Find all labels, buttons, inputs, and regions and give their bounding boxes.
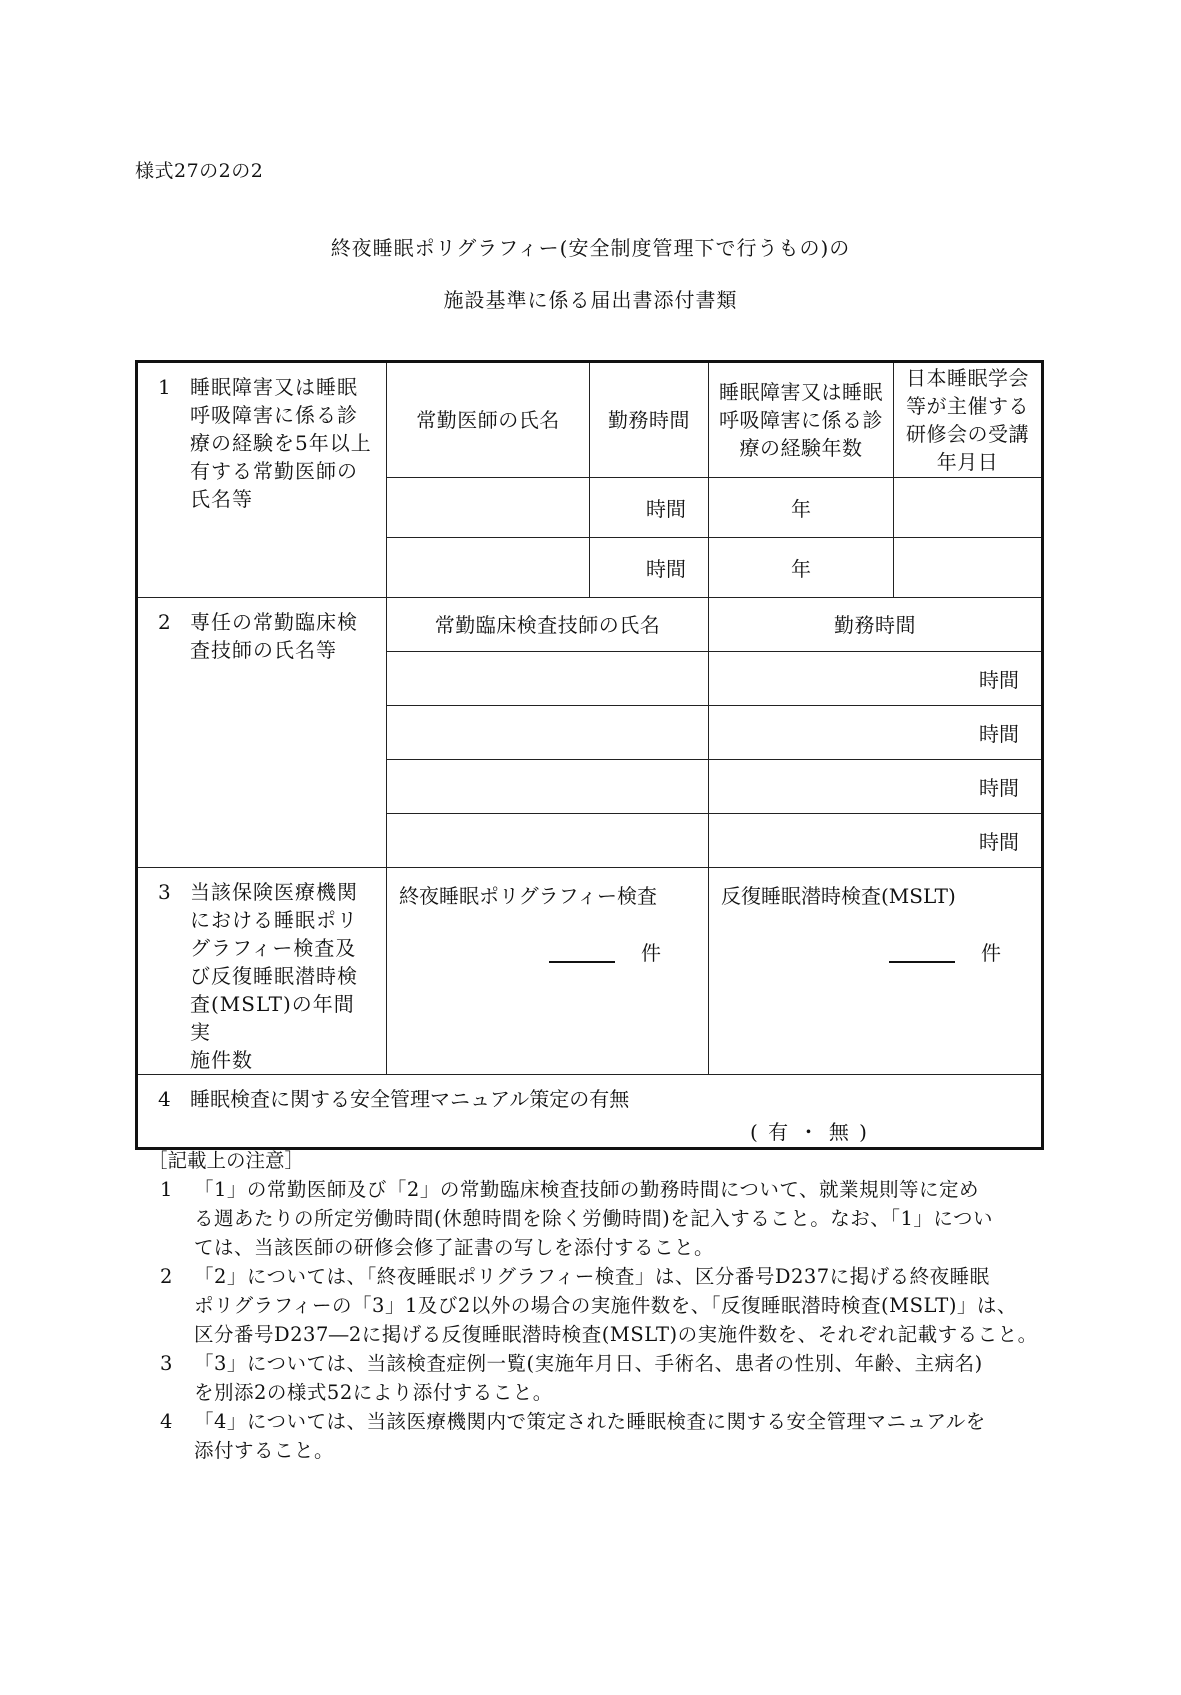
hours-unit: 時間	[646, 557, 686, 581]
application-table	[135, 360, 1044, 1150]
note-number: 4	[160, 1410, 173, 1433]
section4-cell	[137, 1075, 1043, 1149]
section4-number: 4	[158, 1087, 171, 1111]
section1-label	[137, 362, 387, 598]
header-training-date	[894, 362, 1043, 478]
physician-name-field[interactable]	[387, 538, 590, 598]
hours-unit: 時間	[979, 776, 1019, 800]
header-technician-name: 常勤臨床検査技師の氏名	[387, 598, 709, 652]
section3-label-line: における睡眠ポリ	[190, 908, 358, 932]
manual-yes-no-choice[interactable]: ( 有 ・ 無 )	[749, 1120, 869, 1144]
section1-label-line: 呼吸障害に係る診	[190, 403, 358, 427]
note-line: ては、当該医師の研修会修了証書の写しを添付すること。	[194, 1236, 715, 1259]
section3-label-line: び反復睡眠潜時検	[190, 964, 358, 988]
years-unit: 年	[791, 557, 811, 581]
note-number: 1	[160, 1178, 173, 1201]
note-number: 3	[160, 1352, 173, 1375]
physician-hours-field[interactable]	[590, 478, 709, 538]
note-item	[148, 1349, 1048, 1407]
note-item	[148, 1175, 1048, 1262]
section1-label-line: 療の経験を5年以上	[190, 431, 372, 455]
section1-label-line: 氏名等	[190, 487, 253, 511]
psg-count-cell	[387, 868, 709, 1075]
note-line: 「3」については、当該検査症例一覧(実施年月日、手術名、患者の性別、年齢、主病名)	[194, 1352, 983, 1375]
section2-number: 2	[158, 610, 172, 634]
hours-unit: 時間	[979, 668, 1019, 692]
header-experience-years	[709, 362, 894, 478]
hours-unit: 時間	[979, 722, 1019, 746]
psg-count-label: 終夜睡眠ポリグラフィー検査	[399, 884, 657, 908]
section1-label-line: 有する常勤医師の	[190, 459, 358, 483]
technician-hours-field[interactable]	[709, 760, 1043, 814]
mslt-count-cell	[709, 868, 1043, 1075]
section2-label-line: 査技師の氏名等	[190, 638, 337, 662]
note-line: 「1」の常勤医師及び「2」の常勤臨床検査技師の勤務時間について、就業規則等に定め	[194, 1178, 980, 1201]
notes-heading: ［記載上の注意］	[148, 1149, 305, 1172]
technician-name-field[interactable]	[387, 814, 709, 868]
note-line: ポリグラフィーの「3」1及び2以外の場合の実施件数を、「反復睡眠潜時検査(MSLT)」は、	[194, 1294, 1017, 1317]
section1-label-line: 睡眠障害又は睡眠	[190, 375, 358, 399]
note-line: 区分番号D237―2に掲げる反復睡眠潜時検査(MSLT)の実施件数を、それぞれ記載すること。	[194, 1323, 1038, 1346]
section3-label-line: グラフィー検査及	[190, 936, 357, 960]
physician-years-field[interactable]	[709, 478, 894, 538]
note-line: 「4」については、当該医療機関内で策定された睡眠検査に関する安全管理マニュアルを	[194, 1410, 986, 1433]
section3-label-line: 査(MSLT)の年間実	[190, 992, 355, 1044]
header-training-line: 研修会の受講	[906, 422, 1029, 446]
header-physician-name: 常勤医師の氏名	[387, 362, 590, 478]
header-training-line: 等が主催する	[906, 394, 1029, 418]
section2-label	[137, 598, 387, 868]
form-id: 様式27の2の2	[135, 160, 264, 182]
section3-label	[137, 868, 387, 1075]
note-line: 添付すること。	[194, 1439, 335, 1462]
count-unit: 件	[641, 941, 661, 965]
physician-years-field[interactable]	[709, 538, 894, 598]
technician-name-field[interactable]	[387, 760, 709, 814]
section1-number: 1	[158, 375, 172, 399]
technician-name-field[interactable]	[387, 706, 709, 760]
physician-hours-field[interactable]	[590, 538, 709, 598]
note-line: を別添2の様式52により添付すること。	[194, 1381, 553, 1404]
section3-label-line: 当該保険医療機関	[190, 880, 358, 904]
physician-training-date-field[interactable]	[894, 538, 1043, 598]
notes-section	[148, 1146, 1048, 1465]
section2-label-line: 専任の常勤臨床検	[190, 610, 358, 634]
hours-unit: 時間	[646, 497, 686, 521]
hours-unit: 時間	[979, 830, 1019, 854]
section3-number: 3	[158, 880, 172, 904]
note-line: 「2」については、「終夜睡眠ポリグラフィー検査」は、区分番号D237に掲げる終夜睡眠	[194, 1265, 990, 1288]
mslt-count-label: 反復睡眠潜時検査(MSLT)	[721, 884, 956, 908]
header-experience-line: 呼吸障害に係る診	[719, 408, 883, 432]
header-work-hours: 勤務時間	[590, 362, 709, 478]
technician-hours-field[interactable]	[709, 652, 1043, 706]
psg-count-field[interactable]	[549, 961, 615, 963]
document-title-line2: 施設基準に係る届出書添付書類	[443, 288, 738, 312]
technician-hours-field[interactable]	[709, 814, 1043, 868]
document-title-line1: 終夜睡眠ポリグラフィー(安全制度管理下で行うもの)の	[330, 236, 851, 260]
physician-training-date-field[interactable]	[894, 478, 1043, 538]
technician-hours-field[interactable]	[709, 706, 1043, 760]
note-number: 2	[160, 1265, 173, 1288]
section4-label: 睡眠検査に関する安全管理マニュアル策定の有無	[190, 1087, 630, 1111]
technician-name-field[interactable]	[387, 652, 709, 706]
mslt-count-field[interactable]	[889, 961, 955, 963]
years-unit: 年	[791, 497, 811, 521]
count-unit: 件	[981, 941, 1001, 965]
header-technician-hours: 勤務時間	[709, 598, 1043, 652]
header-training-line: 年月日	[936, 450, 999, 474]
note-item	[148, 1262, 1048, 1349]
section3-label-line: 施件数	[190, 1048, 253, 1072]
note-item	[148, 1407, 1048, 1465]
note-line: る週あたりの所定労働時間(休憩時間を除く労働時間)を記入すること。なお、「1」につい	[194, 1207, 993, 1230]
header-experience-line: 睡眠障害又は睡眠	[719, 380, 883, 404]
header-experience-line: 療の経験年数	[739, 436, 863, 460]
header-training-line: 日本睡眠学会	[906, 366, 1029, 390]
physician-name-field[interactable]	[387, 478, 590, 538]
